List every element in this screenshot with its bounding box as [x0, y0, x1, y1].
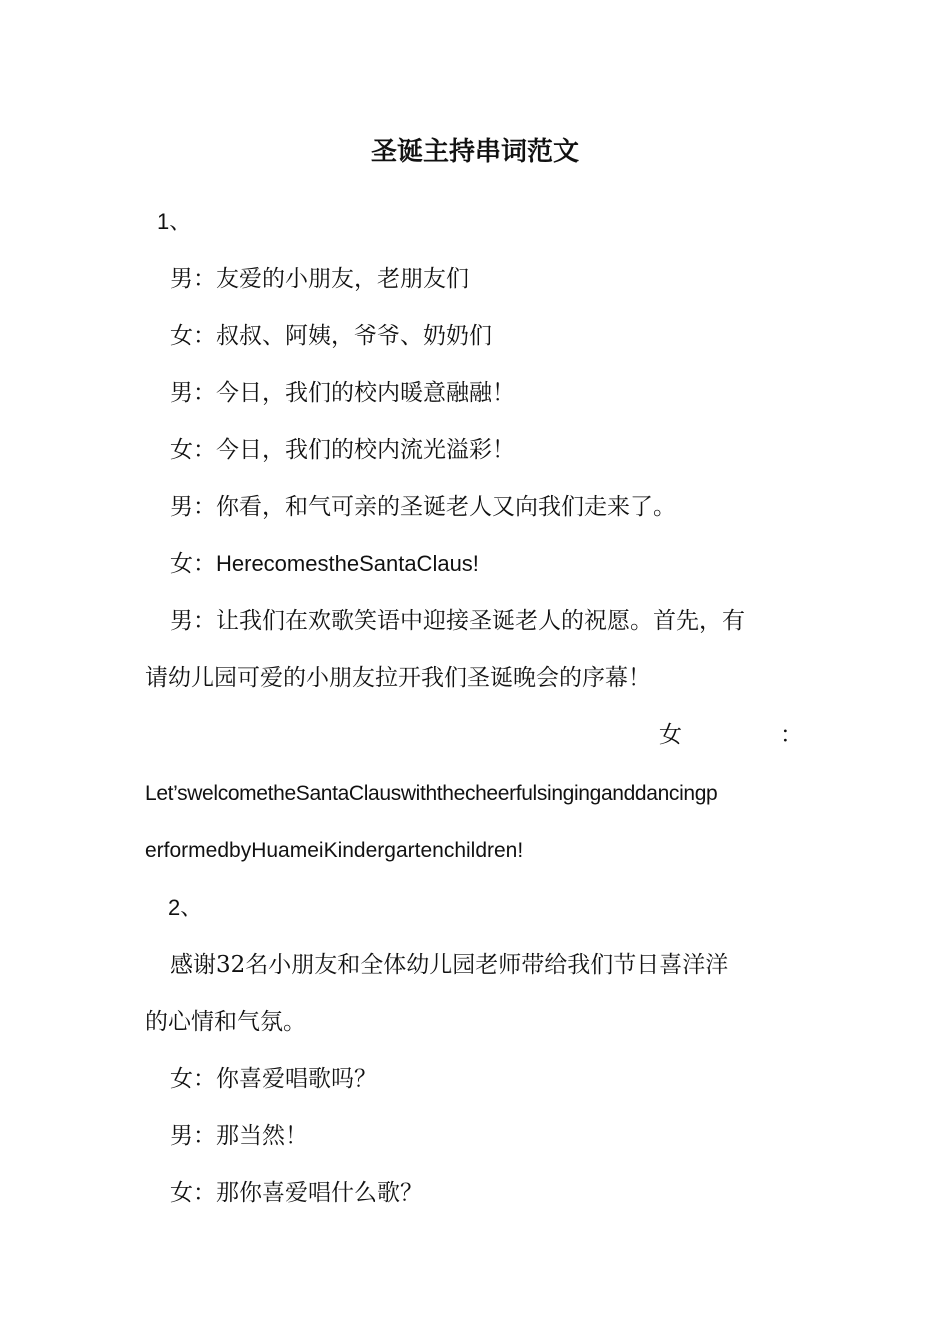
dialogue-line: 男：友爱的小朋友，老朋友们	[170, 266, 469, 292]
dialogue-line-continuation: 请幼儿园可爱的小朋友拉开我们圣诞晚会的序幕！	[145, 665, 651, 691]
dialogue-line: 男：你看，和气可亲的圣诞老人又向我们走来了。	[170, 494, 676, 520]
paragraph-line: 感谢32名小朋友和全体幼儿园老师带给我们节日喜洋洋	[170, 952, 729, 978]
speaker-label: 女	[659, 722, 682, 748]
paragraph-line-continuation: 的心情和气氛。	[145, 1009, 306, 1035]
speaker-colon: ：	[780, 722, 803, 748]
dialogue-line: 女：今日，我们的校内流光溢彩！	[170, 437, 515, 463]
speaker-label: 女：	[170, 551, 216, 577]
dialogue-line: 女：叔叔、阿姨，爷爷、奶奶们	[170, 323, 492, 349]
english-line: Let’swelcometheSantaClauswiththecheerfulsinginganddancingp	[145, 782, 718, 805]
dialogue-line: 女：那你喜爱唱什么歌？	[170, 1180, 423, 1206]
english-line-continuation: erformedbyHuameiKindergartenchildren!	[145, 839, 524, 862]
section-number-1: 1、	[157, 209, 192, 234]
dialogue-line	[170, 547, 479, 581]
dialogue-line: 男：那当然！	[170, 1123, 308, 1149]
dialogue-line: 男：让我们在欢歌笑语中迎接圣诞老人的祝愿。首先，有	[170, 608, 745, 634]
dialogue-line: 女：你喜爱唱歌吗？	[170, 1066, 377, 1092]
dialogue-line: 男：今日，我们的校内暖意融融！	[170, 380, 515, 406]
english-text: HerecomestheSantaClaus!	[216, 551, 479, 576]
document-title: 圣诞主持串词范文	[370, 137, 579, 167]
section-number-2: 2、	[168, 895, 203, 920]
